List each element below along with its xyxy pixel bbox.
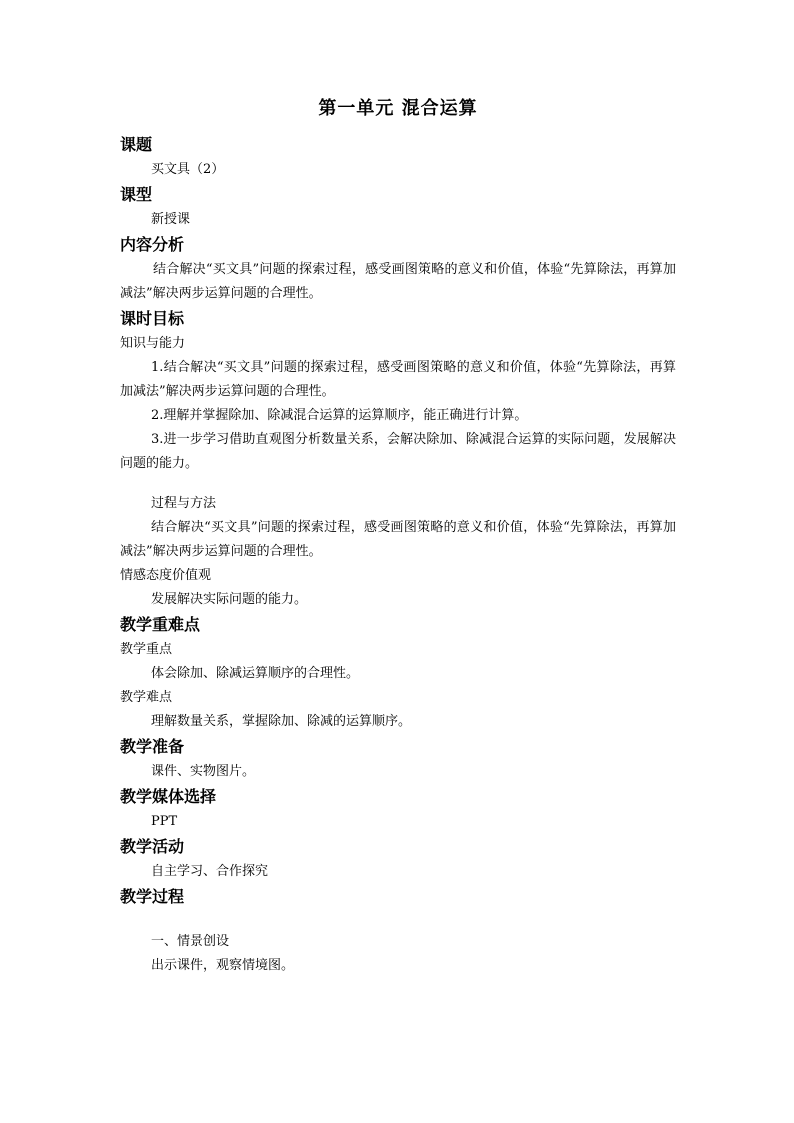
focus-heading: 教学重点 <box>120 642 173 657</box>
type-text: 新授课 <box>151 212 191 227</box>
activity-heading: 教学活动 <box>120 837 185 856</box>
analysis-text: 结合解决“买文具”问题的探索过程，感受画图策略的意义和价值，体验“先算除法，再算加减法”解决两步运算问题的合理性。 <box>120 262 676 301</box>
procedure-heading: 教学过程 <box>120 887 185 906</box>
activity-text: 自主学习、合作探究 <box>151 864 269 879</box>
spacer <box>120 910 676 930</box>
media-heading: 教学媒体选择 <box>120 787 217 806</box>
prep-heading: 教学准备 <box>120 737 185 756</box>
process-text: 结合解决“买文具”问题的探索过程，感受画图策略的意义和价值，体验“先算除法，再算加减法”解决两步运算问题的合理性。 <box>120 520 676 559</box>
emotion-heading: 情感态度价值观 <box>120 568 212 583</box>
procedure-step-1-text: 出示课件，观察情境图。 <box>151 958 295 973</box>
keypoints-heading: 教学重难点 <box>120 615 201 634</box>
emotion-text: 发展解决实际问题的能力。 <box>151 592 308 607</box>
knowledge-item-2: 2.理解并掌握除加、除减混合运算的运算顺序，能正确进行计算。 <box>151 408 528 423</box>
focus-text: 体会除加、除减运算顺序的合理性。 <box>151 666 360 681</box>
difficulty-text: 理解数量关系，掌握除加、除减的运算顺序。 <box>151 714 412 729</box>
type-heading: 课型 <box>120 185 153 204</box>
page-title: 第一单元 混合运算 <box>318 98 478 119</box>
knowledge-item-1: 1.结合解决“买文具”问题的探索过程，感受画图策略的意义和价值，体验“先算除法，再算加减法”解决两步运算问题的合理性。 <box>120 360 676 399</box>
procedure-step-1: 一、情景创设 <box>151 934 230 949</box>
topic-text: 买文具（2） <box>151 162 225 177</box>
knowledge-item-3: 3.进一步学习借助直观图分析数量关系，会解决除加、除减混合运算的实际问题，发展解决问题的能力。 <box>120 432 676 471</box>
media-text: PPT <box>151 814 178 829</box>
document-page <box>120 96 676 978</box>
spacer <box>120 476 676 492</box>
process-heading: 过程与方法 <box>151 496 217 511</box>
difficulty-heading: 教学难点 <box>120 690 173 705</box>
prep-text: 课件、实物图片。 <box>151 764 256 779</box>
topic-heading: 课题 <box>120 135 153 154</box>
knowledge-heading: 知识与能力 <box>120 336 186 351</box>
goals-heading: 课时目标 <box>120 309 185 328</box>
analysis-heading: 内容分析 <box>120 235 185 254</box>
